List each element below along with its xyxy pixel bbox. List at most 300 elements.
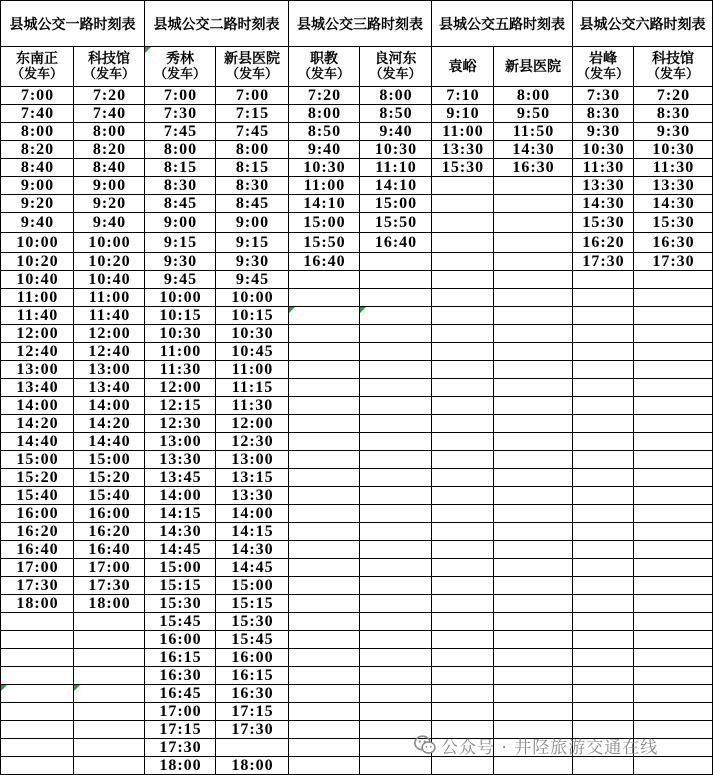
time-cell: 14:10 <box>360 177 432 195</box>
empty-cell <box>634 595 713 613</box>
stop-name: 岩峰 <box>589 51 617 67</box>
empty-cell <box>0 613 74 631</box>
empty-cell <box>432 631 494 649</box>
time-cell: 16:40 <box>0 541 74 559</box>
time-cell: 9:40 <box>360 123 432 141</box>
time-cell: 16:40 <box>74 541 145 559</box>
empty-cell <box>360 253 432 271</box>
time-cell: 8:00 <box>360 87 432 105</box>
stop-name: 职教 <box>310 51 338 67</box>
empty-cell <box>573 685 634 703</box>
time-cell: 12:40 <box>74 343 145 361</box>
time-cell: 16:45 <box>145 685 216 703</box>
time-cell: 7:45 <box>216 123 289 141</box>
time-cell: 11:40 <box>74 307 145 325</box>
time-cell: 10:30 <box>573 141 634 159</box>
time-cell: 15:00 <box>289 213 360 233</box>
empty-cell <box>289 613 360 631</box>
empty-cell <box>289 541 360 559</box>
time-cell: 10:20 <box>74 253 145 271</box>
table-row <box>0 195 713 213</box>
empty-cell <box>573 433 634 451</box>
stop-name: 秀林 <box>166 51 194 67</box>
time-cell: 16:15 <box>216 667 289 685</box>
time-cell: 17:30 <box>74 577 145 595</box>
empty-cell <box>494 397 573 415</box>
time-cell: 14:00 <box>216 505 289 523</box>
time-cell: 16:15 <box>145 649 216 667</box>
timetable-body <box>0 87 713 775</box>
empty-cell <box>573 649 634 667</box>
time-cell: 7:30 <box>145 105 216 123</box>
table-row <box>0 233 713 253</box>
route-3-title: 县城公交三路时刻表 <box>289 0 432 47</box>
route-5-title: 县城公交五路时刻表 <box>432 0 573 47</box>
empty-cell <box>573 505 634 523</box>
time-cell: 7:40 <box>0 105 74 123</box>
time-cell: 13:00 <box>0 361 74 379</box>
empty-cell <box>289 649 360 667</box>
empty-cell <box>289 469 360 487</box>
time-cell: 14:30 <box>216 541 289 559</box>
empty-cell <box>432 271 494 289</box>
stop-name: 科技馆 <box>652 51 694 67</box>
time-cell: 9:40 <box>0 213 74 233</box>
time-cell: 15:40 <box>74 487 145 505</box>
route-2-stop-2-header <box>216 47 289 87</box>
empty-cell <box>74 757 145 775</box>
time-cell: 13:30 <box>432 141 494 159</box>
empty-cell <box>432 685 494 703</box>
time-cell: 7:00 <box>0 87 74 105</box>
time-cell: 8:50 <box>289 123 360 141</box>
time-cell: 10:30 <box>289 159 360 177</box>
time-cell: 8:15 <box>216 159 289 177</box>
time-cell: 18:00 <box>0 595 74 613</box>
route-6-stop-1-header <box>573 47 634 87</box>
empty-cell <box>432 433 494 451</box>
time-cell: 9:30 <box>145 253 216 271</box>
route-title-row <box>0 0 713 47</box>
empty-cell <box>74 739 145 757</box>
time-cell: 18:00 <box>216 757 289 775</box>
route-5-stop-2-header <box>494 47 573 87</box>
time-cell: 8:45 <box>145 195 216 213</box>
time-cell: 11:00 <box>74 289 145 307</box>
time-cell: 8:30 <box>216 177 289 195</box>
table-row <box>0 577 713 595</box>
time-cell: 14:20 <box>0 415 74 433</box>
table-row <box>0 433 713 451</box>
stop-name: 东南正 <box>16 51 58 67</box>
empty-cell <box>634 631 713 649</box>
time-cell: 13:40 <box>0 379 74 397</box>
empty-cell <box>360 667 432 685</box>
time-cell: 15:00 <box>216 577 289 595</box>
time-cell: 14:00 <box>145 487 216 505</box>
time-cell: 7:15 <box>216 105 289 123</box>
empty-cell <box>0 757 74 775</box>
table-row <box>0 559 713 577</box>
empty-cell <box>432 577 494 595</box>
time-cell: 16:20 <box>573 233 634 253</box>
empty-cell <box>360 361 432 379</box>
time-cell: 8:00 <box>0 123 74 141</box>
empty-cell <box>494 667 573 685</box>
empty-cell <box>494 631 573 649</box>
empty-cell <box>0 739 74 757</box>
route-1-title: 县城公交一路时刻表 <box>0 0 145 47</box>
time-cell: 11:30 <box>216 397 289 415</box>
time-cell: 18:00 <box>74 595 145 613</box>
table-row <box>0 523 713 541</box>
time-cell: 12:30 <box>145 415 216 433</box>
time-cell: 15:30 <box>216 613 289 631</box>
empty-cell <box>432 451 494 469</box>
empty-cell <box>494 233 573 253</box>
empty-cell <box>0 631 74 649</box>
empty-cell <box>573 631 634 649</box>
empty-cell <box>360 289 432 307</box>
empty-cell <box>573 397 634 415</box>
time-cell: 15:15 <box>216 595 289 613</box>
empty-cell <box>494 595 573 613</box>
time-cell: 14:00 <box>0 397 74 415</box>
time-cell: 13:00 <box>145 433 216 451</box>
time-cell: 15:15 <box>145 577 216 595</box>
time-cell: 14:10 <box>289 195 360 213</box>
empty-cell <box>573 595 634 613</box>
stop-note: （发车） <box>646 67 699 82</box>
time-cell: 10:00 <box>145 289 216 307</box>
time-cell: 10:45 <box>216 343 289 361</box>
table-row <box>0 685 713 703</box>
empty-cell <box>74 649 145 667</box>
empty-cell <box>634 397 713 415</box>
empty-cell <box>0 703 74 721</box>
time-cell: 17:30 <box>145 739 216 757</box>
empty-cell <box>432 523 494 541</box>
time-cell: 14:30 <box>573 195 634 213</box>
empty-cell <box>494 523 573 541</box>
watermark-text: 公众号 · 井陉旅游交通在线 <box>441 737 659 756</box>
empty-cell <box>494 343 573 361</box>
empty-cell <box>360 559 432 577</box>
time-cell: 17:00 <box>0 559 74 577</box>
table-row <box>0 343 713 361</box>
empty-cell <box>432 415 494 433</box>
time-cell: 14:40 <box>74 433 145 451</box>
empty-cell <box>360 613 432 631</box>
empty-cell <box>634 325 713 343</box>
time-cell: 15:40 <box>0 487 74 505</box>
empty-cell <box>573 325 634 343</box>
time-cell: 11:00 <box>0 289 74 307</box>
empty-cell <box>432 613 494 631</box>
table-row <box>0 451 713 469</box>
empty-cell <box>360 523 432 541</box>
time-cell: 17:30 <box>0 577 74 595</box>
empty-cell <box>360 271 432 289</box>
empty-cell <box>634 613 713 631</box>
empty-cell <box>289 487 360 505</box>
empty-cell <box>289 271 360 289</box>
empty-cell <box>634 361 713 379</box>
time-cell: 16:00 <box>74 505 145 523</box>
empty-cell <box>289 703 360 721</box>
empty-cell <box>432 487 494 505</box>
table-row <box>0 271 713 289</box>
time-cell: 9:10 <box>432 105 494 123</box>
empty-cell <box>494 253 573 271</box>
empty-cell <box>634 685 713 703</box>
time-cell: 7:45 <box>145 123 216 141</box>
empty-cell <box>432 213 494 233</box>
empty-cell <box>494 361 573 379</box>
time-cell: 9:50 <box>494 105 573 123</box>
table-row <box>0 213 713 233</box>
time-cell: 16:30 <box>216 685 289 703</box>
empty-cell <box>360 685 432 703</box>
time-cell: 14:30 <box>634 195 713 213</box>
empty-cell <box>360 433 432 451</box>
empty-cell <box>289 523 360 541</box>
time-cell: 7:40 <box>74 105 145 123</box>
empty-cell <box>289 559 360 577</box>
empty-cell <box>634 757 713 775</box>
empty-cell <box>360 469 432 487</box>
time-cell: 16:00 <box>145 631 216 649</box>
empty-cell <box>432 541 494 559</box>
empty-cell <box>74 667 145 685</box>
empty-cell <box>289 451 360 469</box>
table-row <box>0 361 713 379</box>
empty-cell <box>360 487 432 505</box>
empty-cell <box>360 415 432 433</box>
empty-cell <box>634 649 713 667</box>
time-cell: 10:30 <box>216 325 289 343</box>
empty-cell <box>494 195 573 213</box>
time-cell: 9:00 <box>216 213 289 233</box>
empty-cell <box>634 271 713 289</box>
route-2-title: 县城公交二路时刻表 <box>145 0 289 47</box>
table-row <box>0 307 713 325</box>
empty-cell <box>494 613 573 631</box>
empty-cell <box>0 667 74 685</box>
time-cell: 7:30 <box>573 87 634 105</box>
empty-cell <box>74 685 145 703</box>
empty-cell <box>573 361 634 379</box>
route-1-stop-2-header <box>74 47 145 87</box>
time-cell: 8:00 <box>494 87 573 105</box>
route-6-title: 县城公交六路时刻表 <box>573 0 713 47</box>
empty-cell <box>634 289 713 307</box>
stop-name: 新县医院 <box>505 58 561 75</box>
time-cell: 15:00 <box>0 451 74 469</box>
empty-cell <box>634 559 713 577</box>
time-cell: 9:30 <box>573 123 634 141</box>
time-cell: 14:15 <box>216 523 289 541</box>
empty-cell <box>634 343 713 361</box>
empty-cell <box>494 325 573 343</box>
time-cell: 7:20 <box>74 87 145 105</box>
empty-cell <box>494 505 573 523</box>
time-cell: 10:00 <box>216 289 289 307</box>
empty-cell <box>573 469 634 487</box>
empty-cell <box>494 703 573 721</box>
empty-cell <box>289 505 360 523</box>
time-cell: 13:30 <box>216 487 289 505</box>
time-cell: 9:00 <box>145 213 216 233</box>
empty-cell <box>634 541 713 559</box>
empty-cell <box>432 379 494 397</box>
table-row <box>0 649 713 667</box>
empty-cell <box>360 325 432 343</box>
time-cell: 16:30 <box>634 233 713 253</box>
empty-cell <box>360 343 432 361</box>
empty-cell <box>494 685 573 703</box>
time-cell: 8:00 <box>145 141 216 159</box>
wechat-icon <box>414 735 436 755</box>
empty-cell <box>573 343 634 361</box>
time-cell: 8:50 <box>360 105 432 123</box>
empty-cell <box>432 253 494 271</box>
time-cell: 15:45 <box>216 631 289 649</box>
empty-cell <box>289 631 360 649</box>
time-cell: 11:30 <box>145 361 216 379</box>
time-cell: 15:50 <box>360 213 432 233</box>
time-cell: 12:40 <box>0 343 74 361</box>
empty-cell <box>573 541 634 559</box>
time-cell: 8:40 <box>74 159 145 177</box>
empty-cell <box>573 307 634 325</box>
empty-cell <box>289 415 360 433</box>
time-cell: 14:45 <box>145 541 216 559</box>
empty-cell <box>494 541 573 559</box>
time-cell: 17:30 <box>573 253 634 271</box>
stop-note: （发车） <box>297 67 350 82</box>
table-row <box>0 595 713 613</box>
time-cell: 7:10 <box>432 87 494 105</box>
empty-cell <box>289 685 360 703</box>
time-cell: 8:45 <box>216 195 289 213</box>
empty-cell <box>432 649 494 667</box>
empty-cell <box>432 307 494 325</box>
table-row <box>0 541 713 559</box>
empty-cell <box>634 469 713 487</box>
time-cell: 10:20 <box>0 253 74 271</box>
empty-cell <box>634 667 713 685</box>
empty-cell <box>634 379 713 397</box>
empty-cell <box>634 307 713 325</box>
empty-cell <box>0 649 74 667</box>
time-cell: 10:00 <box>0 233 74 253</box>
empty-cell <box>494 469 573 487</box>
table-row <box>0 105 713 123</box>
empty-cell <box>289 595 360 613</box>
empty-cell <box>494 177 573 195</box>
time-cell: 8:30 <box>573 105 634 123</box>
empty-cell <box>573 667 634 685</box>
time-cell: 16:20 <box>0 523 74 541</box>
time-cell: 14:40 <box>0 433 74 451</box>
stop-header-row <box>0 47 713 87</box>
table-row <box>0 469 713 487</box>
time-cell: 11:30 <box>634 159 713 177</box>
time-cell: 11:40 <box>0 307 74 325</box>
time-cell: 15:20 <box>74 469 145 487</box>
route-2-stop-1-header <box>145 47 216 87</box>
table-row <box>0 757 713 775</box>
empty-cell <box>432 505 494 523</box>
time-cell: 16:30 <box>494 159 573 177</box>
time-cell: 9:40 <box>289 141 360 159</box>
empty-cell <box>573 271 634 289</box>
table-row <box>0 397 713 415</box>
time-cell: 10:30 <box>634 141 713 159</box>
time-cell: 15:20 <box>0 469 74 487</box>
empty-cell <box>432 757 494 775</box>
empty-cell <box>0 721 74 739</box>
empty-cell <box>634 505 713 523</box>
empty-cell <box>634 703 713 721</box>
route-3-stop-2-header <box>360 47 432 87</box>
empty-cell <box>634 415 713 433</box>
time-cell: 10:15 <box>145 307 216 325</box>
stop-note: （发车） <box>82 67 135 82</box>
time-cell: 10:00 <box>74 233 145 253</box>
time-cell: 17:00 <box>145 703 216 721</box>
empty-cell <box>494 649 573 667</box>
empty-cell <box>360 451 432 469</box>
time-cell: 10:40 <box>0 271 74 289</box>
time-cell: 13:30 <box>634 177 713 195</box>
empty-cell <box>289 307 360 325</box>
table-row <box>0 141 713 159</box>
time-cell: 15:30 <box>145 595 216 613</box>
empty-cell <box>634 451 713 469</box>
empty-cell <box>74 631 145 649</box>
time-cell: 7:20 <box>289 87 360 105</box>
empty-cell <box>360 577 432 595</box>
table-row <box>0 325 713 343</box>
time-cell: 12:00 <box>0 325 74 343</box>
empty-cell <box>494 379 573 397</box>
empty-cell <box>634 433 713 451</box>
empty-cell <box>573 523 634 541</box>
stop-name: 袁峪 <box>448 58 477 75</box>
stop-note: （发车） <box>153 67 206 82</box>
time-cell: 14:00 <box>74 397 145 415</box>
time-cell: 11:00 <box>145 343 216 361</box>
table-row <box>0 667 713 685</box>
empty-cell <box>494 757 573 775</box>
empty-cell <box>494 289 573 307</box>
time-cell: 9:15 <box>145 233 216 253</box>
empty-cell <box>494 577 573 595</box>
empty-cell <box>634 577 713 595</box>
time-cell: 8:00 <box>289 105 360 123</box>
empty-cell <box>573 487 634 505</box>
time-cell: 18:00 <box>145 757 216 775</box>
empty-cell <box>432 595 494 613</box>
time-cell: 8:30 <box>634 105 713 123</box>
stop-name: 良河东 <box>374 51 417 67</box>
empty-cell <box>432 361 494 379</box>
empty-cell <box>432 289 494 307</box>
empty-cell <box>432 667 494 685</box>
stop-note: （发车） <box>225 67 278 82</box>
